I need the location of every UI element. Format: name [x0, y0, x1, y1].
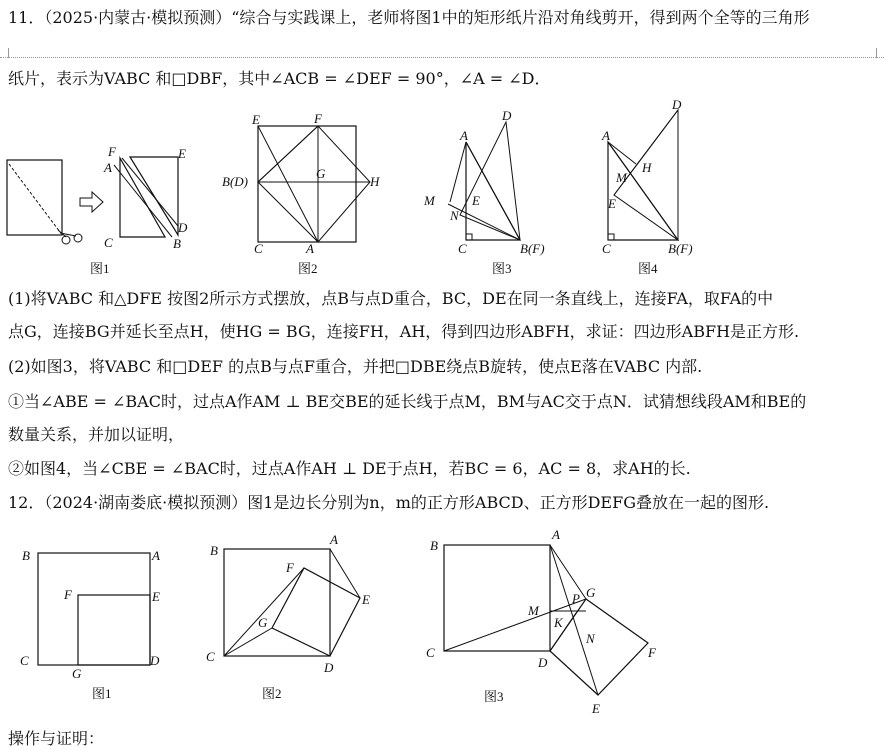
label: A — [306, 241, 314, 256]
figure-caption: 图4 — [638, 261, 658, 276]
figure-caption: 图3 — [492, 261, 512, 276]
q11-line2: 纸片，表示为VABC 和□DBF，其中∠ACB = ∠DEF = 90°，∠A = ∠D． — [8, 69, 551, 88]
label: C — [602, 241, 611, 256]
label: G — [586, 585, 596, 600]
label: N — [586, 631, 595, 646]
label: E — [592, 701, 600, 716]
right-arrow-icon — [80, 192, 103, 212]
q11-figure-1 — [0, 140, 200, 280]
q12-figure-3 — [420, 525, 680, 720]
q11-part2-i-b: 数量关系，并加以证明， — [8, 425, 185, 444]
label: P — [572, 591, 580, 606]
label: H — [642, 160, 652, 175]
label: B — [173, 236, 181, 251]
figure-caption: 图1 — [92, 686, 112, 701]
q12-line1: 12．（2024·湖南娄底·模拟预测）图1是边长分别为n，m的正方形ABCD、正方形DEFG叠放在一起的图形. — [8, 493, 770, 512]
label: G — [258, 615, 268, 630]
label: E — [252, 112, 260, 127]
label: C — [458, 241, 467, 256]
q12-figure-1 — [10, 535, 180, 715]
label: M — [616, 170, 627, 185]
label: F — [314, 111, 322, 126]
q12-figure-2 — [200, 530, 400, 715]
label: E — [608, 196, 616, 211]
q11-part2: (2)如图3，将VABC 和□DEF 的点B与点F重合，并把□DBE绕点B旋转，使点E落在VABC 内部. — [8, 357, 703, 376]
q11-part1-a: (1)将VABC 和△DFE 按图2所示方式摆放，点B与点D重合，BC，DE在同一条直线上，连接FA，取FA的中 — [8, 289, 774, 308]
label: C — [20, 653, 29, 668]
label: A — [552, 527, 560, 542]
q11-part2-ii: ②如图4，当∠CBE = ∠BAC时，过点A作AH ⊥ DE于点H，若BC = 6，AC = 8，求AH的长. — [8, 459, 691, 478]
figure-caption: 图2 — [298, 261, 318, 276]
margin-tick-right — [876, 48, 877, 58]
q11-part2-i-a: ①当∠ABE = ∠BAC时，过点A作AM ⊥ BE交BE的延长线于点M，BM与AC交于点N．试猜想线段AM和BE的 — [8, 392, 807, 411]
label: A — [152, 548, 160, 563]
q11-figure-3 — [420, 110, 570, 280]
label: F — [648, 645, 656, 660]
label: E — [152, 589, 160, 604]
label: M — [528, 603, 539, 618]
q11-part1-b: 点G，连接BG并延长至点H，使HG = BG，连接FH，AH，得到四边形ABFH，求证：四边形ABFH是正方形. — [8, 322, 800, 341]
q11-figure-2 — [220, 110, 400, 280]
label: N — [450, 208, 459, 223]
label: D — [324, 660, 334, 675]
label: E — [178, 146, 186, 161]
label: E — [472, 193, 480, 208]
label: D — [150, 653, 160, 668]
label: D — [502, 108, 512, 123]
q11-figure-4 — [590, 97, 720, 280]
label: E — [362, 592, 370, 607]
label: G — [72, 666, 82, 681]
label: A — [602, 128, 610, 143]
label: C — [104, 235, 113, 250]
label: D — [178, 220, 188, 235]
label: B(D) — [222, 174, 248, 189]
q11-line1: 11．（2025·内蒙古·模拟预测）“综合与实践课上，老师将图1中的矩形纸片沿对角线剪开，得到两个全等的三角形 — [8, 8, 810, 27]
label: K — [554, 615, 563, 630]
margin-guide-top — [0, 57, 884, 58]
margin-tick-left — [8, 48, 9, 58]
label: B(F) — [520, 241, 545, 256]
label: A — [104, 160, 112, 175]
label: C — [426, 645, 435, 660]
figure-caption: 图1 — [90, 261, 110, 276]
label: F — [64, 587, 72, 602]
figure-caption: 图2 — [262, 686, 282, 701]
q12-operation-heading: 操作与证明： — [8, 729, 105, 748]
label: C — [254, 241, 263, 256]
label: A — [460, 128, 468, 143]
label: D — [538, 655, 548, 670]
label: G — [316, 166, 326, 181]
label: A — [330, 532, 338, 547]
label: D — [672, 97, 682, 112]
label: C — [206, 649, 215, 664]
figure-caption: 图3 — [484, 689, 504, 704]
label: B — [210, 543, 218, 558]
label: B — [430, 538, 438, 553]
label: F — [108, 144, 116, 159]
label: M — [424, 193, 435, 208]
label: F — [286, 560, 294, 575]
label: B — [22, 548, 30, 563]
label: B(F) — [668, 241, 693, 256]
label: H — [370, 174, 380, 189]
